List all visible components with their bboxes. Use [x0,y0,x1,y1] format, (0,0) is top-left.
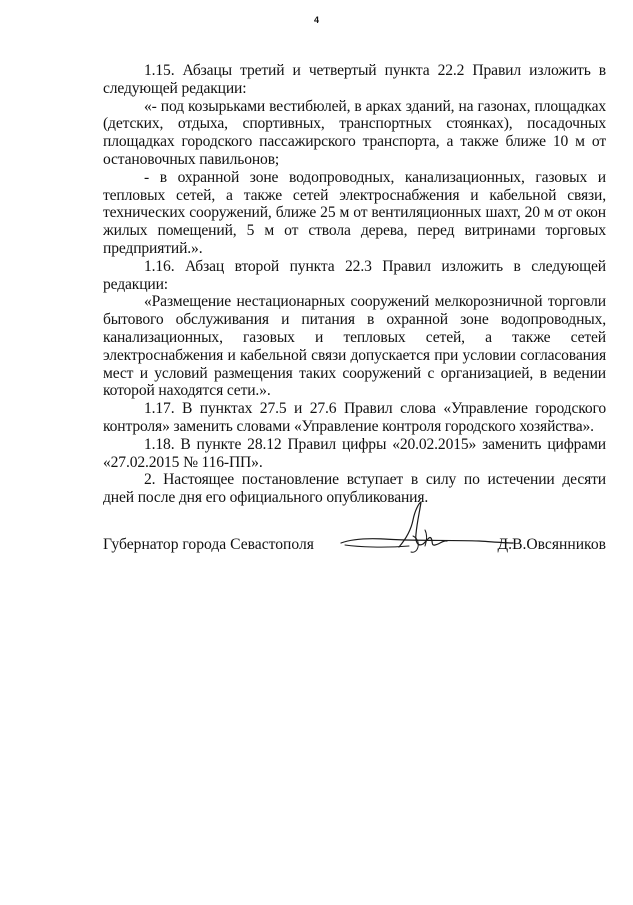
paragraph-1-18: 1.18. В пункте 28.12 Правил цифры «20.02.2015» заменить цифрами «27.02.2015 № 116-ПП». [103,435,606,471]
signature-block [103,536,606,556]
paragraph-1-16-quote: «Размещение нестационарных сооружений мелкорозничной торговли бытового обслуживания и питания в охранной зоне водопроводных, канализационных, газовых и тепловых сетей, а также сетей электроснабжения и кабельной связи допускается при условии согласования мест и условий размещения таких сооружений с организацией, в ведении которой находятся сети.». [103,293,606,400]
document-body [103,62,606,507]
handwritten-signature [339,500,514,562]
page-number: 4 [313,15,319,25]
paragraph-1-15-quote-a: «- под козырьками вестибюлей, в арках зданий, на газонах, площадках (детских, отдыха, спортивных, транспортных стоянках), посадочных площадках городского пассажирского транспорта, а также ближе 10 м от остановочных павильонов; [103,97,606,168]
paragraph-1-15-quote-b: - в охранной зоне водопроводных, канализационных, газовых и тепловых сетей, а также сетей электроснабжения и кабельной связи, технических сооружений, ближе 25 м от вентиляционных шахт, 20 м от окон жилых помещений, 5 м от ствола дерева, перед витринами торговых предприятий.». [103,168,606,257]
paragraph-2: 2. Настоящее постановление вступает в силу по истечении десяти дней после дня его официального опубликования. [103,471,606,507]
paragraph-1-17: 1.17. В пунктах 27.5 и 27.6 Правил слова «Управление городского контроля» заменить словами «Управление контроля городского хозяйства». [103,400,606,435]
paragraph-1-15: 1.15. Абзацы третий и четвертый пункта 22.2 Правил изложить в следующей редакции: [103,62,606,97]
signatory-name: Д.В.Овсянников [497,536,606,553]
signatory-position: Губернатор города Севастополя [103,536,314,553]
paragraph-1-16: 1.16. Абзац второй пункта 22.3 Правил изложить в следующей редакции: [103,257,606,293]
